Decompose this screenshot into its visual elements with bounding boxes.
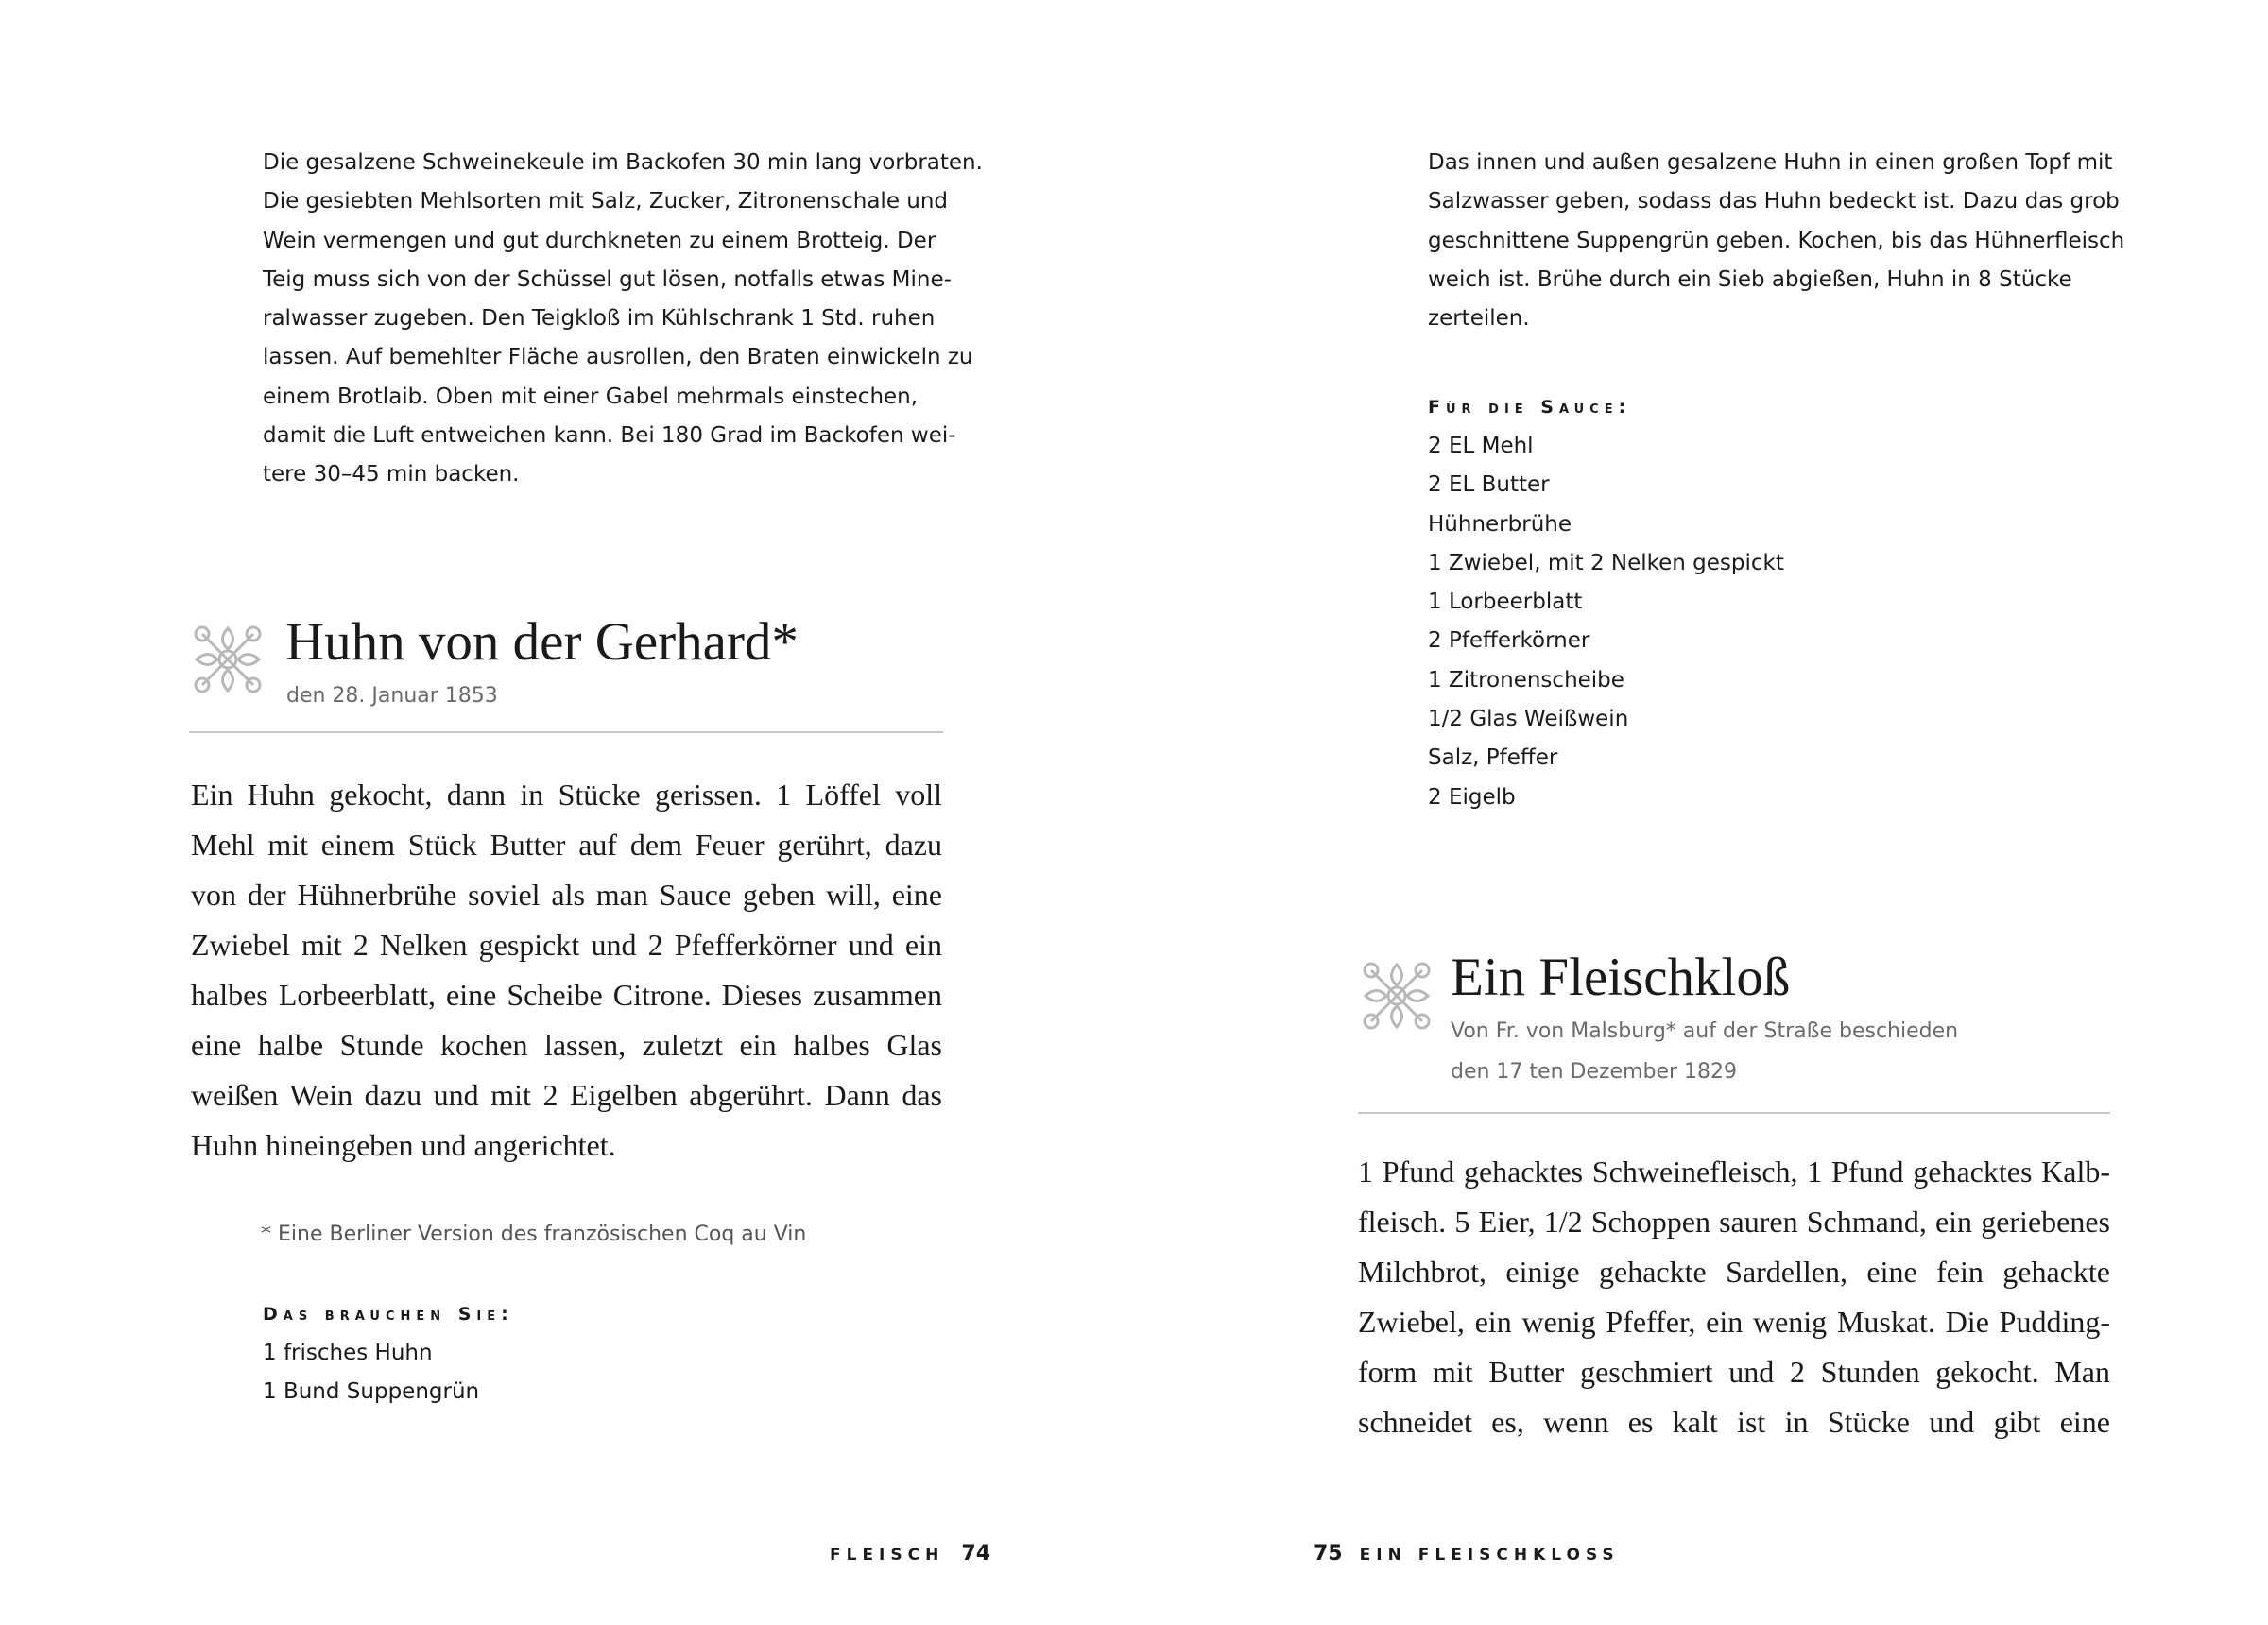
text-line: Mehl mit einem Stück Butter auf dem Feuer gerührt, dazu	[191, 828, 942, 862]
text-line: Zwiebel, ein wenig Pfeffer, ein wenig Muskat. Die Pudding-	[1358, 1305, 2110, 1339]
sauce-ingredients-list	[1428, 427, 1784, 817]
text-line: geschnittene Suppengrün geben. Kochen, bis das Hühnerfleisch	[1428, 228, 2125, 253]
right-page	[1134, 0, 2268, 1625]
text-line: Huhn hineingeben und angerichtet.	[191, 1128, 616, 1162]
recipe-date: den 17 ten Dezember 1829	[1451, 1060, 1738, 1084]
text-line: Das innen und außen gesalzene Huhn in einen großen Topf mit	[1428, 150, 2113, 175]
text-line: halbes Lorbeerblatt, eine Scheibe Citrone. Dieses zusammen	[191, 978, 942, 1012]
list-item: Hühnerbrühe	[1428, 511, 1572, 537]
text-line: ralwasser zugeben. Den Teigkloß im Kühlschrank 1 Std. ruhen	[263, 306, 936, 332]
text-line: zerteilen.	[1428, 306, 1530, 332]
text-line: Die gesalzene Schweinekeule im Backofen 30 min lang vorbraten.	[263, 150, 983, 175]
text-line: lassen. Auf bemehlter Fläche ausrollen, den Braten einwickeln zu	[263, 345, 973, 370]
page-number: 74	[961, 1542, 991, 1565]
heading-divider	[1358, 1112, 2110, 1114]
text-line: Wein vermengen und gut durchkneten zu einem Brotteig. Der	[263, 228, 936, 253]
ingredients-list	[263, 1334, 479, 1412]
text-line: Die gesiebten Mehlsorten mit Salz, Zucker, Zitronenschale und	[263, 189, 949, 214]
list-item: 1 Lorbeerblatt	[1428, 590, 1583, 615]
text-line: fleisch. 5 Eier, 1/2 Schoppen sauren Schmand, ein geriebenes	[1358, 1205, 2110, 1239]
list-item: 2 Pfefferkörner	[1428, 628, 1590, 654]
sauce-heading: Für die Sauce:	[1428, 397, 1632, 418]
text-line: von der Hühnerbrühe soviel als man Sauce geben will, eine	[191, 878, 942, 912]
text-line: weich ist. Brühe durch ein Sieb abgießen, Huhn in 8 Stücke	[1428, 266, 2072, 292]
left-intro-paragraph	[263, 144, 983, 495]
recipe-date: den 28. Januar 1853	[286, 684, 498, 708]
ingredients-heading: Das brauchen Sie:	[263, 1304, 514, 1325]
text-line: damit die Luft entweichen kann. Bei 180 Grad im Backofen wei-	[263, 423, 956, 449]
list-item: 2 Eigelb	[1428, 784, 1516, 810]
page-number: 75	[1314, 1542, 1343, 1565]
text-line: Teig muss sich von der Schüssel gut lösen, notfalls etwas Mine-	[263, 266, 952, 292]
heading-divider	[189, 731, 943, 733]
list-item: 1 Bund Suppengrün	[263, 1379, 480, 1405]
recipe-body-huhn	[191, 770, 942, 1171]
recipe-title: Ein Fleischkloß	[1451, 948, 1791, 1007]
recipe-title: Huhn von der Gerhard*	[285, 612, 799, 672]
text-line: tere 30–45 min backen.	[263, 462, 520, 488]
flourish-ornament-icon	[1358, 957, 1435, 1035]
text-line: Salzwasser geben, sodass das Huhn bedeckt ist. Dazu das grob	[1428, 189, 2120, 214]
text-line: Ein Huhn gekocht, dann in Stücke gerissen. 1 Löffel voll	[191, 778, 942, 812]
footnote: * Eine Berliner Version des französischen Coq au Vin	[261, 1223, 807, 1246]
list-item: Salz, Pfeffer	[1428, 745, 1558, 771]
text-line: 1 Pfund gehacktes Schweinefleisch, 1 Pfund gehacktes Kalb-	[1358, 1155, 2110, 1189]
list-item: 1 Zwiebel, mit 2 Nelken gespickt	[1428, 550, 1784, 575]
list-item: 1 Zitronenscheibe	[1428, 667, 1624, 693]
list-item: 1 frisches Huhn	[263, 1341, 433, 1365]
running-head: EIN FLEISCHKLOSS	[1359, 1546, 1620, 1565]
text-line: weißen Wein dazu und mit 2 Eigelben abgerührt. Dann das	[191, 1078, 942, 1112]
text-line: Milchbrot, einige gehackte Sardellen, eine fein gehackte	[1358, 1255, 2110, 1289]
text-line: Zwiebel mit 2 Nelken gespickt und 2 Pfefferkörner und ein	[191, 928, 942, 962]
recipe-subtitle: Von Fr. von Malsburg* auf der Straße beschieden	[1451, 1019, 1959, 1043]
flourish-ornament-icon	[189, 621, 266, 698]
text-line: einem Brotlaib. Oben mit einer Gabel mehrmals einstechen,	[263, 384, 919, 409]
right-intro-paragraph	[1428, 144, 2125, 338]
running-head: FLEISCH	[830, 1546, 945, 1565]
footer-right	[1314, 1542, 1620, 1565]
list-item: 2 EL Mehl	[1428, 434, 1534, 458]
list-item: 2 EL Butter	[1428, 472, 1550, 498]
text-line: eine halbe Stunde kochen lassen, zuletzt ein halbes Glas	[191, 1028, 942, 1062]
text-line: schneidet es, wenn es kalt ist in Stücke und gibt eine	[1358, 1405, 2110, 1439]
footer-left	[830, 1542, 990, 1565]
list-item: 1/2 Glas Weißwein	[1428, 707, 1629, 732]
recipe-body-fleischkloss	[1358, 1147, 2110, 1447]
text-line: form mit Butter geschmiert und 2 Stunden gekocht. Man	[1358, 1355, 2110, 1389]
